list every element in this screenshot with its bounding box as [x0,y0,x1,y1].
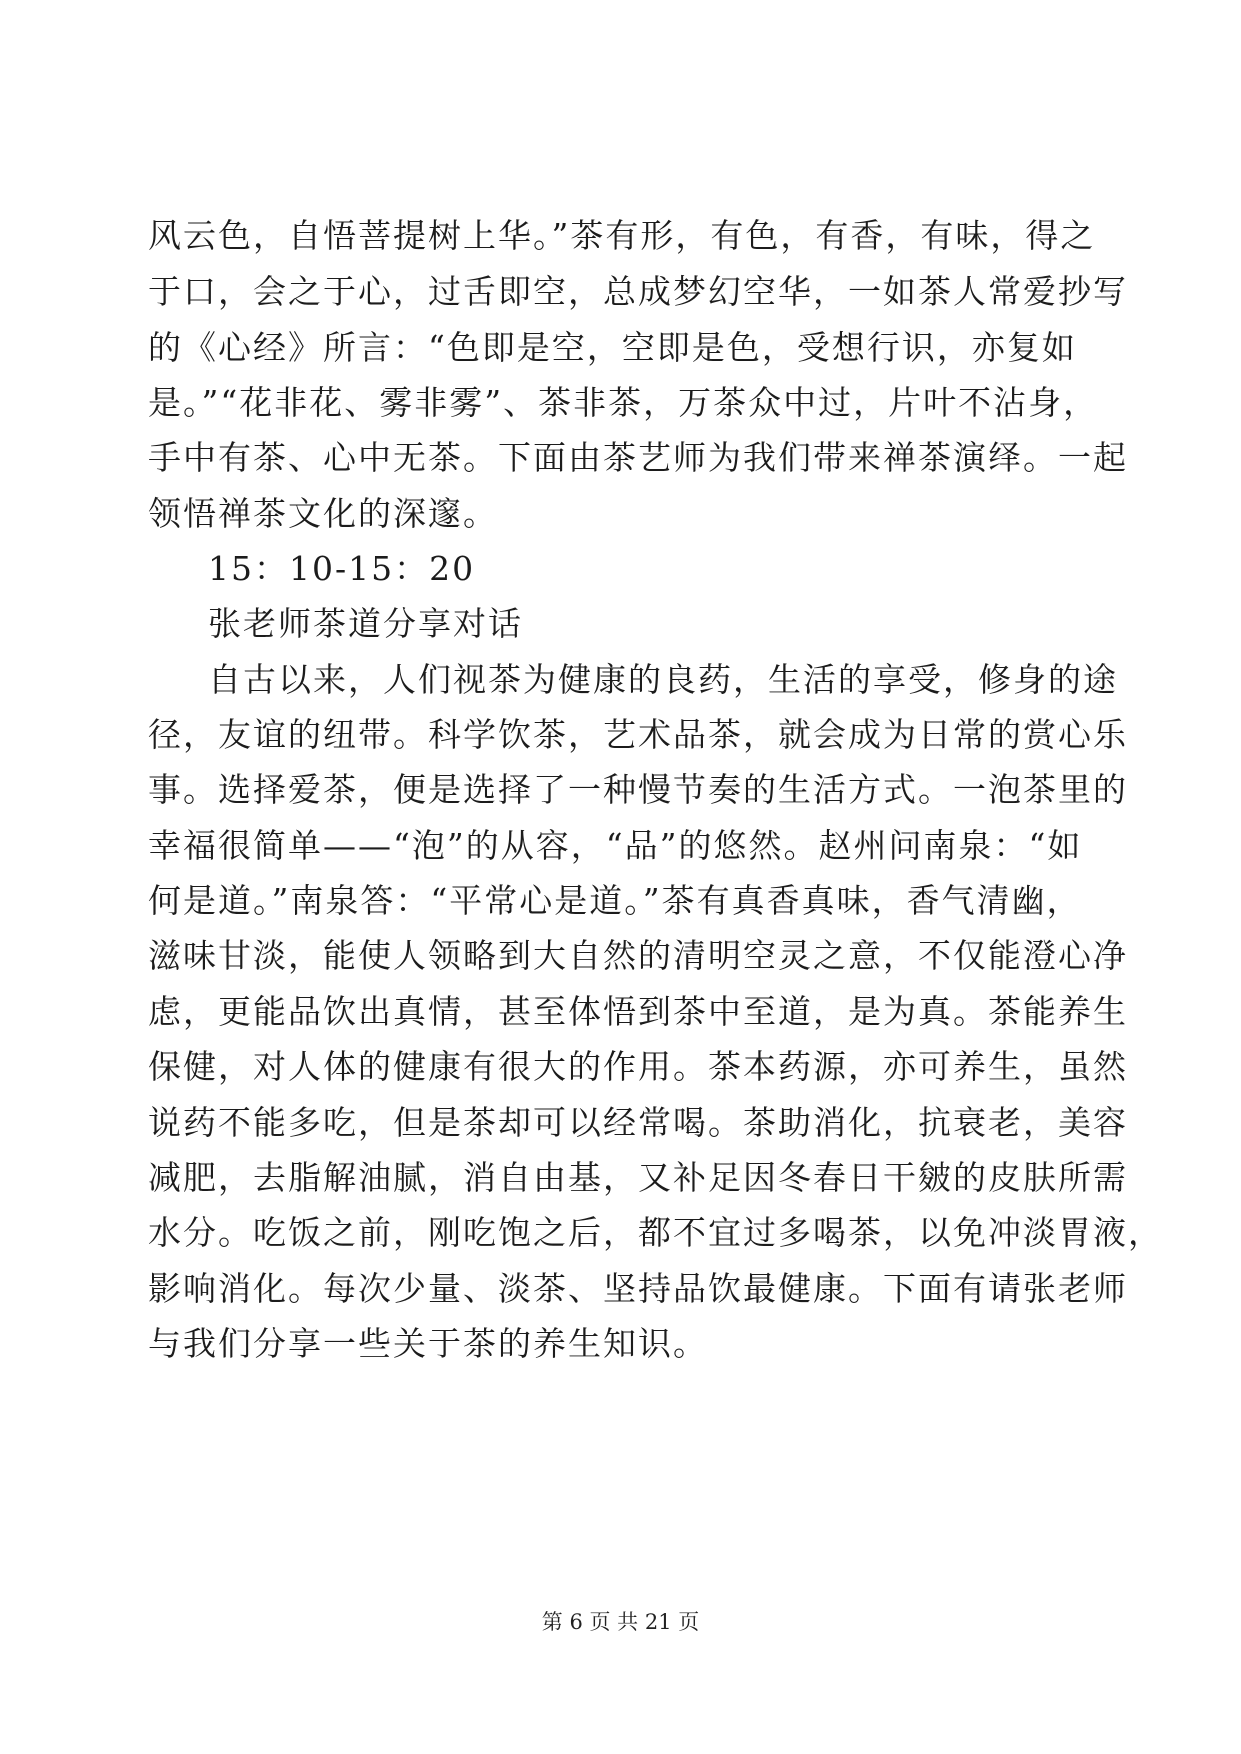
text-line: 风云色，自悟菩提树上华。”茶有形，有色，有香，有味，得之 [148,216,1096,255]
text-line: 领悟禅茶文化的深邃。 [148,494,498,533]
text-line: 于口，会之于心，过舌即空，总成梦幻空华，一如茶人常爱抄写 [148,272,1128,311]
text-line: 说药不能多吃，但是茶却可以经常喝。茶助消化，抗衰老，美容 [148,1103,1128,1142]
text-line: 滋味甘淡，能使人领略到大自然的清明空灵之意，不仅能澄心净 [148,936,1128,975]
text-line: 影响消化。每次少量、淡茶、坚持品饮最健康。下面有请张老师 [148,1269,1128,1308]
text-line: 与我们分享一些关于茶的养生知识。 [148,1324,708,1363]
text-line: 保健，对人体的健康有很大的作用。茶本药源，亦可养生，虽然 [148,1047,1128,1086]
text-line: 事。选择爱茶，便是选择了一种慢节奏的生活方式。一泡茶里的 [148,770,1128,809]
page-number-footer: 第 6 页 共 21 页 [541,1610,700,1634]
time-range: 15：10-15：20 [208,549,476,588]
text-line: 的《心经》所言：“色即是空，空即是色，受想行识，亦复如 [148,328,1077,367]
text-line: 虑，更能品饮出真情，甚至体悟到茶中至道，是为真。茶能养生 [148,992,1128,1031]
text-line: 减肥，去脂解油腻，消自由基，又补足因冬春日干皴的皮肤所需 [148,1158,1128,1197]
text-line: 手中有茶、心中无茶。下面由茶艺师为我们带来禅茶演绎。一起 [148,438,1128,477]
text-line: 幸福很简单——“泡”的从容，“品”的悠然。赵州问南泉：“如 [148,826,1083,865]
section-heading: 张老师茶道分享对话 [208,604,523,643]
text-line: 径，友谊的纽带。科学饮茶，艺术品茶，就会成为日常的赏心乐 [148,715,1128,754]
text-line: 水分。吃饭之前，刚吃饱之后，都不宜过多喝茶，以免冲淡胃液， [148,1213,1163,1252]
text-line: 何是道。”南泉答：“平常心是道。”茶有真香真味，香气清幽， [148,881,1082,920]
text-line: 是。”“花非花、雾非雾”、茶非茶，万茶众中过，片叶不沾身， [148,383,1099,422]
text-line: 自古以来，人们视茶为健康的良药，生活的享受，修身的途 [208,660,1118,699]
